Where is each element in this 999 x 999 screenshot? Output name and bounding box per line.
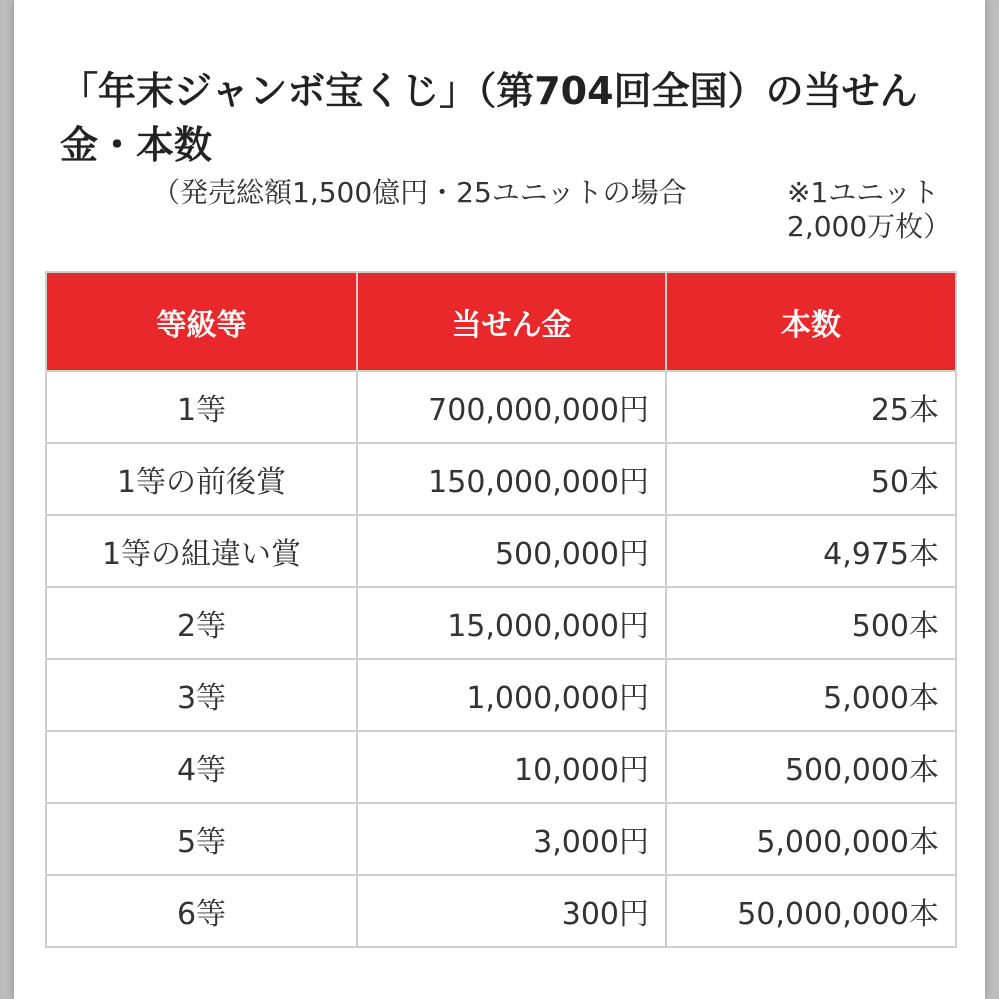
header-row [46, 272, 956, 371]
prize-cell: 150,000,000円 [357, 443, 666, 515]
table-row [46, 515, 956, 587]
header-count: 本数 [666, 272, 956, 371]
grade-cell: 3等 [46, 659, 357, 731]
prize-cell: 300円 [357, 875, 666, 947]
grade-cell: 6等 [46, 875, 357, 947]
prize-cell: 15,000,000円 [357, 587, 666, 659]
prize-table-body [46, 371, 956, 947]
table-row [46, 803, 956, 875]
count-cell: 5,000,000本 [666, 803, 956, 875]
count-cell: 4,975本 [666, 515, 956, 587]
sales-note: （発売総額1,500億円・25ユニットの場合 [152, 176, 687, 209]
grade-cell: 1等 [46, 371, 357, 443]
table-row [46, 443, 956, 515]
prize-table-wrapper [45, 271, 955, 948]
grade-cell: 4等 [46, 731, 357, 803]
table-row [46, 587, 956, 659]
header-grade: 等級等 [46, 272, 357, 371]
table-row [46, 371, 956, 443]
grade-cell: 2等 [46, 587, 357, 659]
table-row [46, 731, 956, 803]
prize-cell: 10,000円 [357, 731, 666, 803]
count-cell: 25本 [666, 371, 956, 443]
grade-cell: 1等の組違い賞 [46, 515, 357, 587]
prize-table-header [46, 272, 956, 371]
count-cell: 50,000,000本 [666, 875, 956, 947]
unit-note-line2: 2,000万枚） [787, 210, 952, 243]
prize-table [45, 271, 957, 948]
count-cell: 5,000本 [666, 659, 956, 731]
table-row [46, 659, 956, 731]
prize-cell: 1,000,000円 [357, 659, 666, 731]
page-title: 「年末ジャンボ宝くじ」（第704回全国）の当せん金・本数 [60, 69, 918, 167]
prize-cell: 700,000,000円 [357, 371, 666, 443]
unit-note-line1: ※1ユニット [787, 176, 940, 209]
table-row [46, 875, 956, 947]
unit-note [787, 176, 977, 244]
count-cell: 500本 [666, 587, 956, 659]
prize-cell: 3,000円 [357, 803, 666, 875]
grade-cell: 1等の前後賞 [46, 443, 357, 515]
count-cell: 50本 [666, 443, 956, 515]
header-prize: 当せん金 [357, 272, 666, 371]
prize-cell: 500,000円 [357, 515, 666, 587]
count-cell: 500,000本 [666, 731, 956, 803]
grade-cell: 5等 [46, 803, 357, 875]
